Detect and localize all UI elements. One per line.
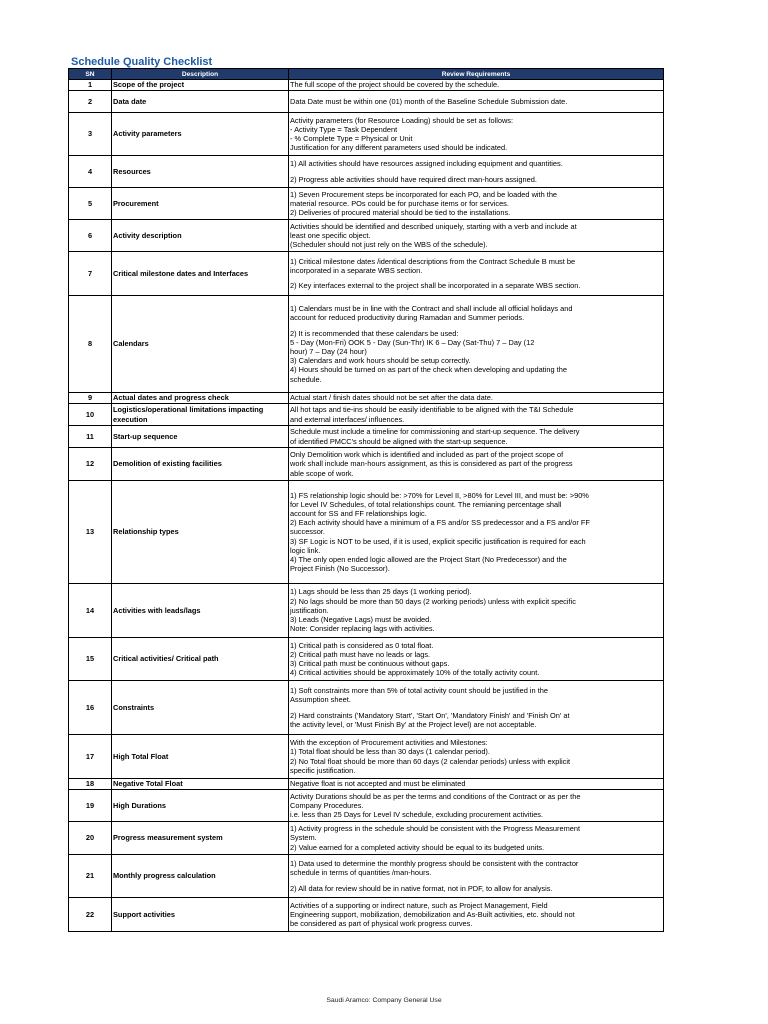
row-review-requirements xyxy=(289,91,664,113)
row-review-requirements xyxy=(289,296,664,393)
row-sn: 9 xyxy=(69,393,112,404)
requirement-line: Justification for any different parameters used should be indicated. xyxy=(290,143,508,153)
table-row xyxy=(69,681,664,735)
requirement-line: 2) It is recommended that these calendars be used: xyxy=(290,328,459,338)
requirement-line: - % Complete Type = Physical or Unit xyxy=(290,134,413,143)
row-description: Constraints xyxy=(112,681,289,735)
requirement-line: Schedule must include a timeline for commissioning and start-up sequence. The delivery xyxy=(290,427,580,437)
table-row xyxy=(69,481,664,584)
requirement-line: Activity parameters (for Resource Loading) should be set as follows: xyxy=(290,115,514,125)
row-description: High Total Float xyxy=(112,735,289,779)
requirement-line: successor. xyxy=(290,527,325,537)
row-review-requirements xyxy=(289,855,664,898)
requirement-line: 3) SF Logic is NOT to be used, if it is used, explicit specific justification is required for each xyxy=(290,536,586,546)
table-row xyxy=(69,296,664,393)
requirement-line: 1) Lags should be less than 25 days (1 working period). xyxy=(290,587,472,597)
row-review-requirements xyxy=(289,898,664,932)
table-row xyxy=(69,113,664,156)
requirement-line: be considered as part of physical work progress curves. xyxy=(290,919,473,929)
requirement-line: Actual start / finish dates should not be set after the data date. xyxy=(290,393,493,403)
requirement-line: 2) Key interfaces external to the project shall be incorporated in a separate WBS section. xyxy=(290,281,581,291)
row-review-requirements xyxy=(289,426,664,448)
row-description: Critical activities/ Critical path xyxy=(112,638,289,681)
row-description: Progress measurement system xyxy=(112,822,289,855)
row-sn: 2 xyxy=(69,91,112,113)
row-description: Resources xyxy=(112,156,289,188)
row-description: Negative Total Float xyxy=(112,779,289,790)
row-sn: 5 xyxy=(69,188,112,220)
requirement-line: 2) No Total float should be more than 60 days (2 calendar periods) unless with explicit xyxy=(290,756,571,766)
requirement-line: Note: Consider replacing lags with activities. xyxy=(290,624,435,634)
requirement-line: Negative float is not accepted and must be eliminated xyxy=(290,779,466,789)
row-description: Activity description xyxy=(112,220,289,252)
row-sn: 13 xyxy=(69,481,112,584)
requirement-line: 3) Critical path must be continuous without gaps. xyxy=(290,659,450,668)
requirement-line: 2) Hard constraints ('Mandatory Start', 'Start On', 'Mandatory Finish' and 'Finish On' at xyxy=(290,710,570,720)
row-review-requirements xyxy=(289,220,664,252)
requirement-line: Activities of a supporting or indirect nature, such as Project Management, Field xyxy=(290,900,548,910)
row-description: Activities with leads/lags xyxy=(112,584,289,638)
table-row xyxy=(69,898,664,932)
requirement-line: 1) Data used to determine the monthly progress should be consistent with the contractor xyxy=(290,859,579,869)
row-description: Scope of the project xyxy=(112,80,289,91)
requirement-line: System. xyxy=(290,833,317,843)
row-sn: 18 xyxy=(69,779,112,790)
requirement-line: 1) Total float should be less than 30 days (1 calendar period). xyxy=(290,747,490,757)
row-sn: 17 xyxy=(69,735,112,779)
requirement-line: 2) All data for review should be in native format, not in PDF, to allow for analysis. xyxy=(290,883,553,893)
row-description: Activity parameters xyxy=(112,113,289,156)
requirement-line: schedule in terms of quantities /man-hours. xyxy=(290,868,432,878)
row-review-requirements xyxy=(289,252,664,296)
requirement-line: Data Date must be within one (01) month of the Baseline Schedule Submission date. xyxy=(290,96,568,106)
row-sn: 4 xyxy=(69,156,112,188)
requirement-line: 1) Calendars must be in line with the Contract and shall include all official holidays and xyxy=(290,304,573,314)
requirement-line: account for reduced productivity during Ramadan and Summer periods. xyxy=(290,313,525,323)
table-row xyxy=(69,790,664,822)
requirement-line: 1) Soft constraints more than 5% of total activity count should be justified in the xyxy=(290,686,548,696)
requirement-line: justification. xyxy=(290,605,329,615)
row-description: Actual dates and progress check xyxy=(112,393,289,404)
table-row xyxy=(69,584,664,638)
requirement-line: 2) Deliveries of procured material should be tied to the installations. xyxy=(290,208,511,218)
requirement-line: least one specific object. xyxy=(290,230,371,240)
requirement-line: Activities should be identified and described uniquely, starting with a verb and include at xyxy=(290,221,577,231)
table-row xyxy=(69,855,664,898)
requirement-line: 4) Hours should be turned on as part of the check when developing and updating the xyxy=(290,365,567,375)
row-description: Data date xyxy=(112,91,289,113)
requirement-line: 4) The only open ended logic allowed are the Project Start (No Predecessor) and the xyxy=(290,555,567,564)
table-row xyxy=(69,393,664,404)
row-description: Calendars xyxy=(112,296,289,393)
row-sn: 6 xyxy=(69,220,112,252)
checklist-table xyxy=(68,68,664,932)
row-description: Relationship types xyxy=(112,481,289,584)
requirement-line: and external interfaces/ influences. xyxy=(290,414,405,424)
row-sn: 3 xyxy=(69,113,112,156)
header-description: Description xyxy=(112,69,289,80)
requirement-line: 1) Critical milestone dates /identical descriptions from the Contract Schedule B must be xyxy=(290,256,576,266)
row-sn: 14 xyxy=(69,584,112,638)
header-review-requirements: Review Requirements xyxy=(289,69,664,80)
requirement-line: 1) Critical path is considered as 0 total float. xyxy=(290,640,434,650)
table-row xyxy=(69,220,664,252)
requirement-line: (Scheduler should not just rely on the WBS of the schedule). xyxy=(290,240,488,250)
requirement-line: of identified PMCC's should be aligned with the start-up sequence. xyxy=(290,436,508,446)
row-sn: 20 xyxy=(69,822,112,855)
requirement-line: With the exception of Procurement activities and Milestones: xyxy=(290,738,488,748)
row-description: Demolition of existing facilities xyxy=(112,448,289,481)
table-row xyxy=(69,638,664,681)
requirement-line: 1) Seven Procurement steps be incorporated for each PO, and be loaded with the xyxy=(290,189,558,199)
table-row xyxy=(69,188,664,220)
row-review-requirements xyxy=(289,584,664,638)
requirement-line: 5 - Day (Mon-Fri) OOK 5 - Day (Sun-Thr) IK 6 – Day (Sat-Thu) 7 – Day (12 xyxy=(290,337,535,347)
requirement-line: schedule. xyxy=(290,374,322,384)
row-description: Start-up sequence xyxy=(112,426,289,448)
requirement-line: specific justification. xyxy=(290,765,356,775)
table-row xyxy=(69,822,664,855)
row-sn: 1 xyxy=(69,80,112,91)
row-sn: 7 xyxy=(69,252,112,296)
requirement-line: account for SS and FF relationships logic. xyxy=(290,508,427,518)
header-sn: SN xyxy=(69,69,112,80)
footer-classification: Saudi Aramco: Company General Use xyxy=(326,997,442,1004)
requirement-line: 1) Activity progress in the schedule should be consistent with the Progress Measurement xyxy=(290,824,581,834)
table-row xyxy=(69,156,664,188)
requirement-line: for Level IV Schedules, of total relationships count. The remianing percentage shall xyxy=(290,499,562,509)
requirement-line: Activity Durations should be as per the terms and conditions of the Contract or as per the xyxy=(290,791,581,801)
row-description: Logistics/operational limitations impacting execution xyxy=(112,404,289,426)
row-sn: 15 xyxy=(69,638,112,681)
requirement-line: The full scope of the project should be covered by the schedule. xyxy=(290,80,500,90)
row-description: Procurement xyxy=(112,188,289,220)
row-review-requirements xyxy=(289,156,664,188)
row-sn: 8 xyxy=(69,296,112,393)
row-description: Monthly progress calculation xyxy=(112,855,289,898)
table-header-row xyxy=(69,69,664,80)
row-review-requirements xyxy=(289,638,664,681)
row-review-requirements xyxy=(289,790,664,822)
table-row xyxy=(69,252,664,296)
table-row xyxy=(69,448,664,481)
requirement-line: Company Procedures. xyxy=(290,800,364,810)
requirement-line: 1) FS relationship logic should be: >70% for Level II, >80% for Level III, and must be: >90% xyxy=(290,490,589,500)
row-sn: 16 xyxy=(69,681,112,735)
row-sn: 21 xyxy=(69,855,112,898)
table-row xyxy=(69,735,664,779)
row-sn: 22 xyxy=(69,898,112,932)
table-row xyxy=(69,779,664,790)
requirement-line: 3) Calendars and work hours should be setup correctly. xyxy=(290,356,471,366)
requirement-line: 2) Value earned for a completed activity should be equal to its budgeted units. xyxy=(290,842,545,852)
row-review-requirements xyxy=(289,779,664,790)
row-description: Support activities xyxy=(112,898,289,932)
table-row xyxy=(69,80,664,91)
requirement-line: the activity level, or 'Must Finish By' at the Project level) are not acceptable. xyxy=(290,719,537,729)
row-review-requirements xyxy=(289,681,664,735)
requirement-line: Engineering support, mobilization, demobilization and As-Built activities, etc. should not xyxy=(290,909,575,919)
row-review-requirements xyxy=(289,735,664,779)
page-title: Schedule Quality Checklist xyxy=(71,56,213,68)
row-review-requirements xyxy=(289,80,664,91)
row-sn: 12 xyxy=(69,448,112,481)
requirement-line: - Activity Type = Task Dependent xyxy=(290,124,398,134)
requirement-line: 2) Progress able activities should have required direct man-hours assigned. xyxy=(290,174,537,184)
requirement-line: Assumption sheet. xyxy=(290,695,351,705)
requirement-line: logic link. xyxy=(290,545,321,555)
row-sn: 10 xyxy=(69,404,112,426)
requirement-line: 4) Critical activities should be approximately 10% of the totally activity count. xyxy=(290,668,540,678)
row-review-requirements xyxy=(289,448,664,481)
requirement-line: 3) Leads (Negative Lags) must be avoided. xyxy=(290,615,432,625)
requirement-line: Project Finish (No Successor). xyxy=(290,564,390,574)
requirement-line: incorporated in a separate WBS section. xyxy=(290,265,423,275)
requirement-line: 2) No lags should be more than 50 days (2 working periods) unless with explicit specific xyxy=(290,596,576,606)
requirement-line: i.e. less than 25 Days for Level IV schedule, excluding procurement activities. xyxy=(290,810,544,820)
row-review-requirements xyxy=(289,822,664,855)
table-row xyxy=(69,91,664,113)
row-review-requirements xyxy=(289,404,664,426)
row-description: Critical milestone dates and Interfaces xyxy=(112,252,289,296)
requirement-line: All hot taps and tie-ins should be easily identifiable to be aligned with the T&I Schedule xyxy=(290,405,574,415)
row-sn: 19 xyxy=(69,790,112,822)
requirement-line: 2) Each activity should have a minimum of a FS and/or SS predecessor and a FS and/or FF xyxy=(290,518,590,528)
row-review-requirements xyxy=(289,481,664,584)
requirement-line: work shall include man-hours assignment, as this is considered as part of the progress xyxy=(290,459,573,469)
requirement-line: able scope of work. xyxy=(290,468,354,478)
requirement-line: 2) Critical path must have no leads or lags. xyxy=(290,649,431,659)
table-row xyxy=(69,426,664,448)
row-sn: 11 xyxy=(69,426,112,448)
row-review-requirements xyxy=(289,393,664,404)
row-description: High Durations xyxy=(112,790,289,822)
requirement-line: Only Demolition work which is identified and included as part of the project scope of xyxy=(290,450,564,460)
requirement-line: hour) 7 – Day (24 hour) xyxy=(290,347,367,356)
table-row xyxy=(69,404,664,426)
row-review-requirements xyxy=(289,188,664,220)
requirement-line: 1) All activities should have resources assigned including equipment and quantities. xyxy=(290,159,563,169)
requirement-line: material resource. POs could be for purchase items or for services. xyxy=(290,198,509,208)
row-review-requirements xyxy=(289,113,664,156)
